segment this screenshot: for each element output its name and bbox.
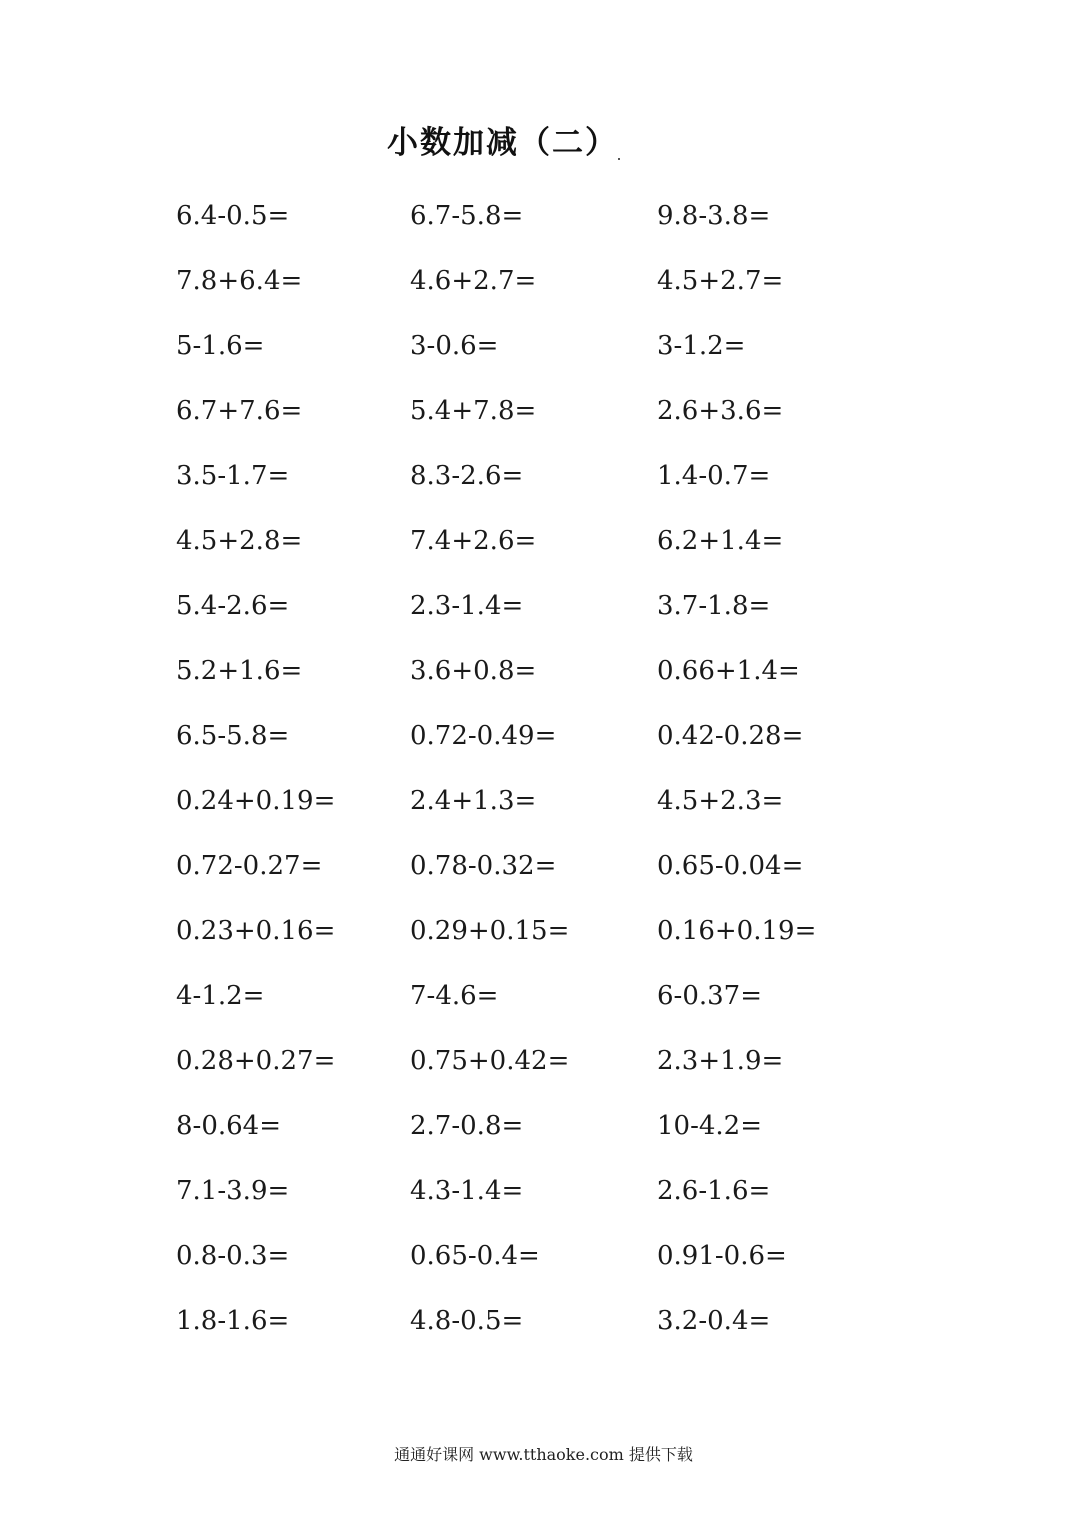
problem-item: 1.4-0.7=	[657, 461, 771, 491]
problem-item: 0.75+0.42=	[410, 1046, 570, 1076]
problem-item: 0.72-0.49=	[410, 721, 557, 751]
problem-item: 2.4+1.3=	[410, 786, 537, 816]
problem-item: 5.4-2.6=	[176, 591, 290, 621]
problem-item: 6.4-0.5=	[176, 201, 290, 231]
problem-item: 2.6-1.6=	[657, 1176, 771, 1206]
problem-item: 8-0.64=	[176, 1111, 282, 1141]
problem-item: 0.42-0.28=	[657, 721, 804, 751]
problem-item: 10-4.2=	[657, 1111, 763, 1141]
problem-item: 4.6+2.7=	[410, 266, 537, 296]
problem-item: 0.65-0.04=	[657, 851, 804, 881]
problem-item: 3.5-1.7=	[176, 461, 290, 491]
title-dot	[618, 158, 620, 160]
problem-item: 2.3-1.4=	[410, 591, 524, 621]
problem-item: 2.3+1.9=	[657, 1046, 784, 1076]
page-title: 小数加减（二）	[387, 125, 618, 161]
problem-item: 8.3-2.6=	[410, 461, 524, 491]
problem-item: 6-0.37=	[657, 981, 763, 1011]
problem-item: 7.4+2.6=	[410, 526, 537, 556]
problem-item: 0.78-0.32=	[410, 851, 557, 881]
problem-item: 0.8-0.3=	[176, 1241, 290, 1271]
problem-item: 0.28+0.27=	[176, 1046, 336, 1076]
problem-item: 4.5+2.3=	[657, 786, 784, 816]
problem-item: 2.6+3.6=	[657, 396, 784, 426]
problem-item: 6.7+7.6=	[176, 396, 303, 426]
footer-text: 通通好课网 www.tthaoke.com 提供下载	[394, 1445, 693, 1464]
problem-item: 3-0.6=	[410, 331, 499, 361]
problem-item: 4.5+2.7=	[657, 266, 784, 296]
problem-item: 9.8-3.8=	[657, 201, 771, 231]
problem-item: 5-1.6=	[176, 331, 265, 361]
problem-item: 0.23+0.16=	[176, 916, 336, 946]
problem-item: 7.8+6.4=	[176, 266, 303, 296]
problem-item: 0.91-0.6=	[657, 1241, 787, 1271]
problem-item: 3.6+0.8=	[410, 656, 537, 686]
problem-item: 3-1.2=	[657, 331, 746, 361]
problem-item: 6.2+1.4=	[657, 526, 784, 556]
problem-item: 7-4.6=	[410, 981, 499, 1011]
problem-item: 0.16+0.19=	[657, 916, 817, 946]
problem-item: 2.7-0.8=	[410, 1111, 524, 1141]
problem-item: 5.4+7.8=	[410, 396, 537, 426]
problem-item: 5.2+1.6=	[176, 656, 303, 686]
problem-item: 0.29+0.15=	[410, 916, 570, 946]
problem-item: 0.24+0.19=	[176, 786, 336, 816]
problem-item: 4.3-1.4=	[410, 1176, 524, 1206]
problem-item: 3.2-0.4=	[657, 1306, 771, 1336]
problem-item: 4-1.2=	[176, 981, 265, 1011]
problem-item: 7.1-3.9=	[176, 1176, 290, 1206]
problem-item: 4.8-0.5=	[410, 1306, 524, 1336]
problem-item: 1.8-1.6=	[176, 1306, 290, 1336]
problem-item: 3.7-1.8=	[657, 591, 771, 621]
problem-item: 0.66+1.4=	[657, 656, 800, 686]
problem-item: 0.65-0.4=	[410, 1241, 540, 1271]
problem-item: 0.72-0.27=	[176, 851, 323, 881]
problem-item: 4.5+2.8=	[176, 526, 303, 556]
problem-item: 6.5-5.8=	[176, 721, 290, 751]
problem-item: 6.7-5.8=	[410, 201, 524, 231]
